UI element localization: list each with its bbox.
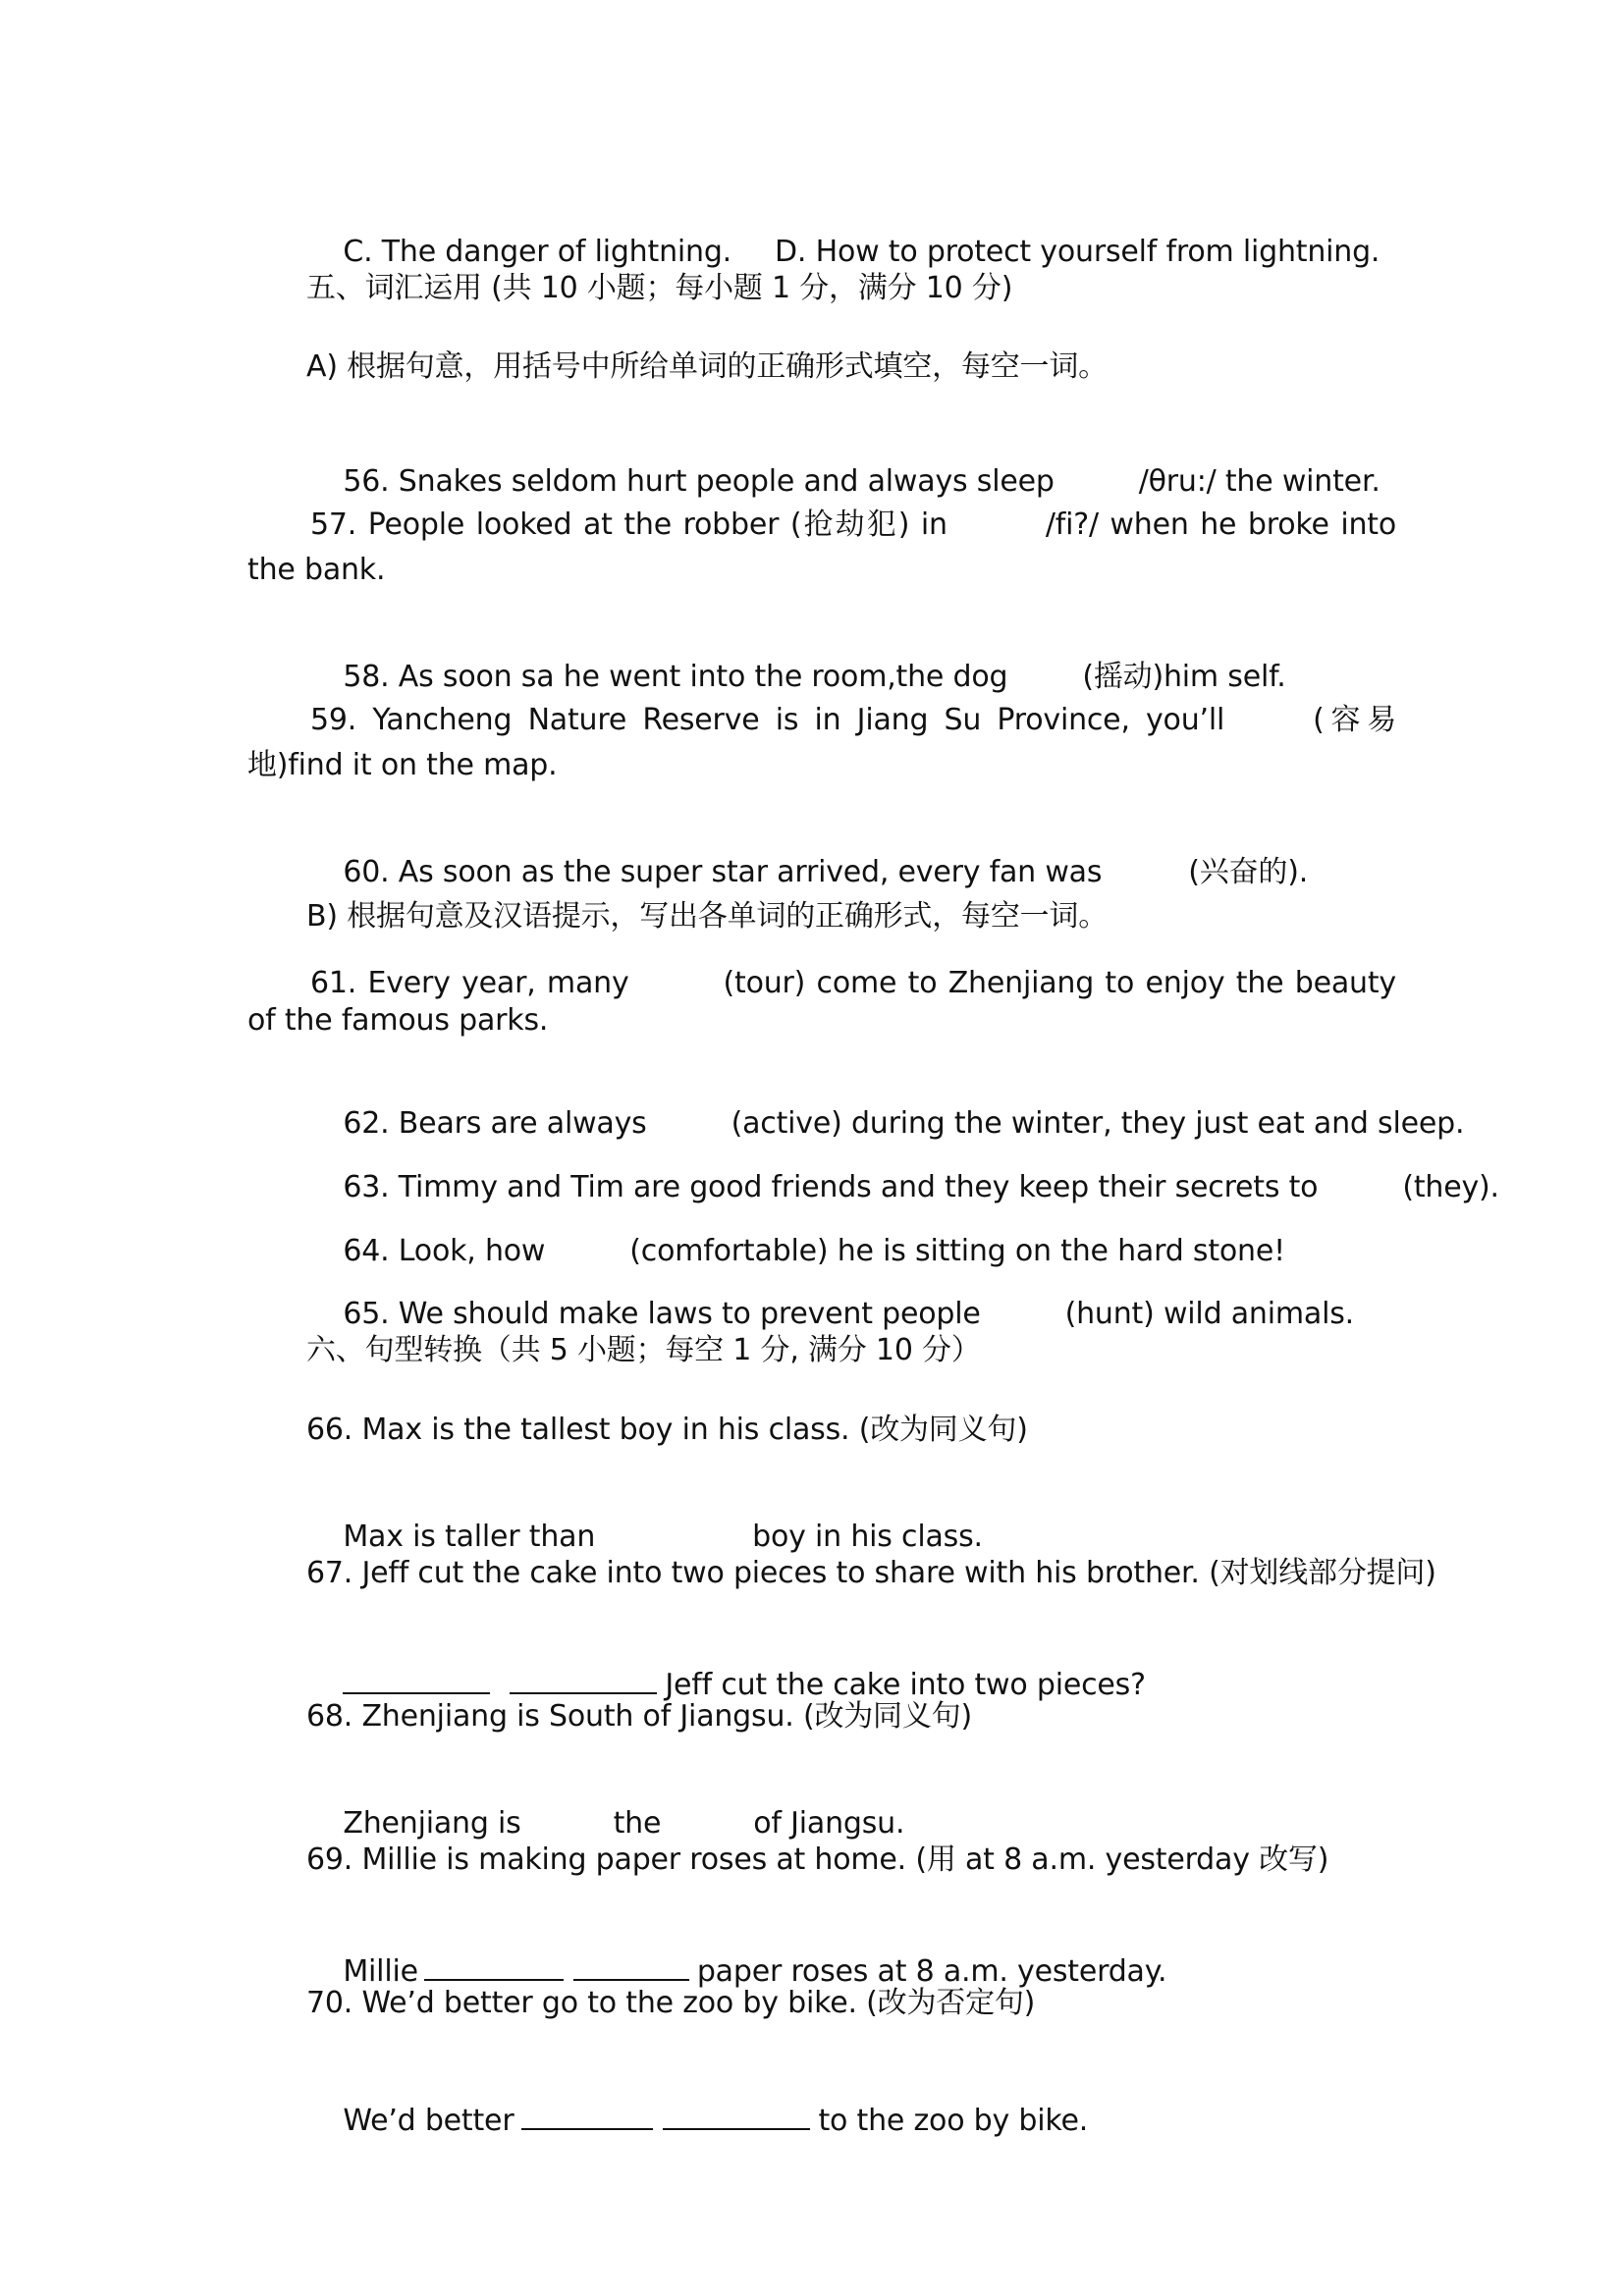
- answer-blank[interactable]: [343, 1663, 490, 1694]
- question-62-hint: (active) during the winter, they just eat and sleep.: [731, 1106, 1465, 1141]
- question-57-text: 57. People looked at the robber (抢劫犯) in: [310, 507, 947, 542]
- question-61-hint: (tour) come to Zhenjiang to enjoy the beauty of the famous parks.: [247, 966, 1396, 1038]
- section-5-heading: 五、词汇运用 (共 10 小题；每小题 1 分，满分 10 分): [306, 271, 1013, 305]
- question-59: [247, 698, 1396, 788]
- question-59-hint: (容易地)find it on the map.: [247, 703, 1396, 782]
- answer-blank[interactable]: [424, 1949, 564, 1981]
- question-60-hint: (兴奋的).: [1188, 855, 1309, 889]
- answer-blank[interactable]: [663, 2099, 810, 2130]
- answer-69-start: Millie: [343, 1954, 418, 1989]
- question-62-text: 62. Bears are always: [343, 1106, 647, 1141]
- question-64-hint: (comfortable) he is sitting on the hard stone!: [629, 1234, 1285, 1268]
- question-68: 68. Zhenjiang is South of Jiangsu. (改为同义句): [306, 1699, 972, 1734]
- question-61: [247, 965, 1396, 1040]
- question-60-text: 60. As soon as the super star arrived, every fan was: [343, 855, 1103, 889]
- answer-66-start: Max is taller than: [343, 1520, 596, 1554]
- answer-68-middle: the: [613, 1806, 662, 1841]
- answer-67-text: Jeff cut the cake into two pieces?: [665, 1668, 1146, 1702]
- question-63-hint: (they).: [1402, 1170, 1499, 1204]
- question-61-text: 61. Every year, many: [310, 966, 629, 1000]
- question-64-text: 64. Look, how: [343, 1234, 546, 1268]
- answer-blank[interactable]: [573, 1949, 689, 1981]
- section-a-instruction: A) 根据句意，用括号中所给单词的正确形式填空，每空一词。: [306, 349, 1108, 384]
- question-67: 67. Jeff cut the cake into two pieces to share with his brother. (对划线部分提问): [306, 1556, 1436, 1590]
- answer-66-end: boy in his class.: [752, 1520, 983, 1554]
- answer-68-end: of Jiangsu.: [753, 1806, 905, 1841]
- answer-70-end: to the zoo by bike.: [818, 2104, 1089, 2138]
- question-57-hint: /fi?/ when he broke into the bank.: [247, 507, 1396, 587]
- question-57: [247, 503, 1396, 593]
- question-66: 66. Max is the tallest boy in his class. (改为同义句): [306, 1413, 1028, 1447]
- answer-blank[interactable]: [510, 1663, 657, 1694]
- question-58-hint: (摇动)him self.: [1082, 660, 1286, 694]
- section-6-heading: 六、句型转换（共 5 小题；每空 1 分, 满分 10 分）: [306, 1333, 981, 1367]
- option-c: C. The danger of lightning.: [343, 235, 732, 269]
- section-b-instruction: B) 根据句意及汉语提示，写出各单词的正确形式，每空一词。: [306, 899, 1109, 934]
- answer-70: [306, 2063, 1088, 2174]
- option-d: D. How to protect yourself from lightning.: [775, 235, 1380, 269]
- answer-blank[interactable]: [521, 2099, 653, 2130]
- question-69: 69. Millie is making paper roses at home. (用 at 8 a.m. yesterday 改写): [306, 1842, 1329, 1877]
- question-63-text: 63. Timmy and Tim are good friends and they keep their secrets to: [343, 1170, 1319, 1204]
- question-65-text: 65. We should make laws to prevent people: [343, 1297, 981, 1331]
- question-58-text: 58. As soon sa he went into the room,the dog: [343, 660, 1008, 694]
- question-59-text: 59. Yancheng Nature Reserve is in Jiang Su Province, you’ll: [310, 703, 1225, 737]
- question-56-text: 56. Snakes seldom hurt people and always sleep: [343, 464, 1055, 499]
- question-65-hint: (hunt) wild animals.: [1064, 1297, 1354, 1331]
- question-70: 70. We’d better go to the zoo by bike. (改为否定句): [306, 1986, 1036, 2020]
- answer-70-start: We’d better: [343, 2104, 514, 2138]
- answer-69-end: paper roses at 8 a.m. yesterday.: [696, 1954, 1167, 1989]
- question-56-hint: /θru:/ the winter.: [1138, 464, 1380, 499]
- answer-68-start: Zhenjiang is: [343, 1806, 521, 1841]
